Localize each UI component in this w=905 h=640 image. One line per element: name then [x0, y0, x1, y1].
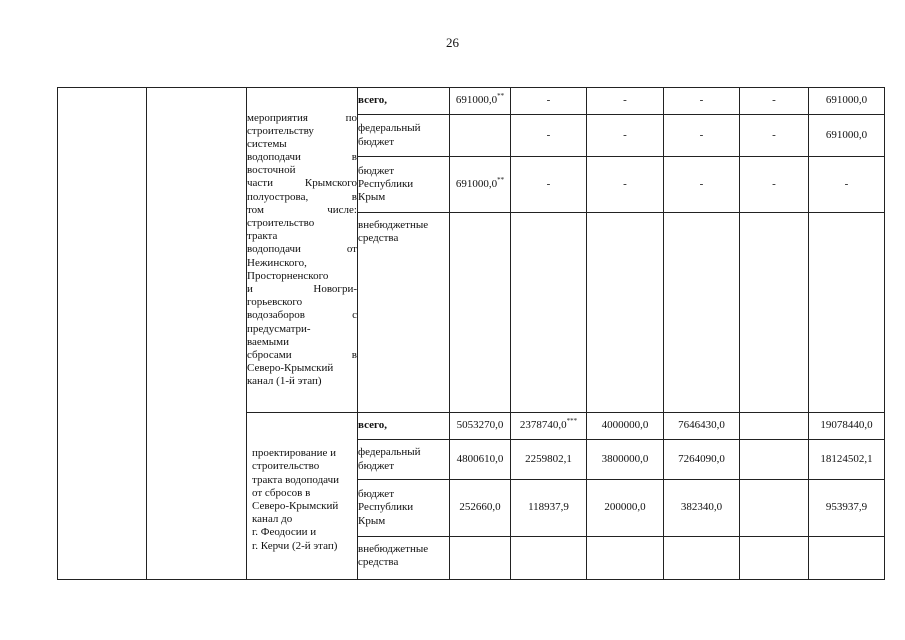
description-line: мероприятия по	[247, 111, 357, 124]
amount-value: -	[772, 177, 776, 190]
amount-cell	[664, 88, 740, 115]
amount-cell	[450, 480, 511, 537]
description-line: восточной	[247, 164, 296, 177]
amount-value: 18124502,1	[820, 452, 873, 465]
amount-cell	[587, 157, 664, 213]
funding-source-label: всего,	[358, 419, 387, 432]
funding-source	[358, 480, 450, 537]
funding-source-line: Крым	[358, 191, 386, 204]
amount-cell	[587, 213, 664, 413]
amount-cell	[740, 88, 809, 115]
amount-cell	[450, 213, 511, 413]
description-line: тракта водоподачи	[252, 473, 340, 486]
empty-cell	[147, 88, 247, 580]
amount-cell	[511, 213, 587, 413]
description-line: части Крымского	[247, 177, 357, 190]
footnote-mark: **	[497, 175, 505, 184]
amount-cell	[664, 213, 740, 413]
amount-cell	[587, 88, 664, 115]
funding-source-line: средства	[358, 556, 399, 569]
amount-cell	[664, 115, 740, 157]
amount-cell	[450, 157, 511, 213]
amount-value: 2378740,0	[519, 419, 567, 432]
description-line: полуострова, в	[247, 190, 357, 203]
amount-value: 691000,0	[825, 128, 868, 141]
amount-cell	[740, 480, 809, 537]
description-line: сбросами в	[247, 348, 357, 361]
amount-cell	[511, 115, 587, 157]
amount-cell	[740, 537, 809, 580]
amount-cell	[809, 213, 885, 413]
description-line: системы	[247, 137, 287, 150]
amount-cell	[740, 413, 809, 440]
amount-cell	[511, 537, 587, 580]
amount-value: 19078440,0	[820, 419, 873, 432]
amount-value: -	[772, 94, 776, 107]
amount-value: 953937,9	[825, 501, 868, 514]
description-line: водоподачи в	[247, 151, 357, 164]
description-line: Северо-Крымский	[247, 362, 334, 375]
amount-cell	[587, 480, 664, 537]
description-line: строительство	[252, 460, 320, 473]
funding-source-line: Крым	[358, 514, 386, 527]
amount-cell	[664, 480, 740, 537]
amount-value: 118937,9	[528, 501, 569, 514]
amount-value: 4000000,0	[601, 419, 649, 432]
funding-source-line: федеральный	[358, 122, 421, 135]
amount-cell	[664, 537, 740, 580]
funding-source-line: бюджет	[358, 135, 394, 148]
measure-description	[247, 413, 358, 580]
empty-cell	[58, 88, 147, 580]
amount-cell	[740, 213, 809, 413]
amount-cell	[450, 537, 511, 580]
amount-value: 691000,0	[825, 94, 868, 107]
amount-value: 7264090,0	[678, 452, 725, 465]
amount-cell	[587, 115, 664, 157]
description-line: водоподачи от	[247, 243, 357, 256]
amount-cell	[587, 413, 664, 440]
amount-value: -	[623, 177, 627, 190]
description-line: г. Феодосии и	[252, 526, 317, 539]
funding-source	[358, 213, 450, 413]
amount-value: -	[623, 128, 627, 141]
funding-source	[358, 537, 450, 580]
description-line: том числе:	[247, 203, 357, 216]
funding-source-label: всего,	[358, 94, 387, 107]
funding-source	[358, 157, 450, 213]
description-line: тракта	[247, 230, 278, 243]
amount-cell	[450, 115, 511, 157]
amount-cell	[450, 440, 511, 480]
funding-source-line: бюджет	[358, 164, 394, 177]
amount-cell	[511, 440, 587, 480]
description-line: Северо-Крымский	[252, 500, 339, 512]
amount-cell	[740, 115, 809, 157]
amount-value: -	[623, 94, 627, 107]
amount-cell	[664, 440, 740, 480]
amount-value: 691000,0	[455, 94, 498, 107]
description-line: и Новогри-	[247, 282, 357, 295]
funding-source	[358, 115, 450, 157]
funding-source-line: федеральный	[358, 446, 421, 459]
amount-cell	[450, 88, 511, 115]
funding-table	[57, 87, 885, 580]
description-line: канал до	[252, 513, 293, 526]
amount-value: -	[546, 177, 551, 190]
amount-value: -	[844, 177, 849, 190]
amount-value: 3800000,0	[601, 452, 649, 465]
amount-cell	[450, 413, 511, 440]
amount-cell	[809, 537, 885, 580]
amount-value: -	[546, 94, 551, 107]
amount-cell	[809, 115, 885, 157]
description-line: канал (1-й этап)	[247, 375, 322, 388]
description-line: проектирование и	[252, 447, 337, 460]
amount-value: 252660,0	[459, 501, 501, 514]
amount-value: 5053270,0	[456, 419, 504, 432]
amount-cell	[587, 440, 664, 480]
amount-cell	[664, 157, 740, 213]
amount-cell	[511, 88, 587, 115]
table-row	[58, 88, 885, 115]
description-line: предусматри-	[247, 322, 311, 335]
page-number: 26	[446, 35, 459, 50]
amount-cell	[587, 537, 664, 580]
description-line: горьевского	[247, 296, 303, 309]
funding-source-line: внебюджетные	[358, 543, 429, 555]
description-line: водозаборов с	[247, 309, 357, 322]
amount-cell	[809, 440, 885, 480]
measure-description	[247, 88, 358, 413]
funding-source-line: внебюджетные	[358, 219, 429, 231]
footnote-mark: ***	[566, 417, 578, 426]
description-line: от сбросов в	[252, 486, 311, 499]
funding-source-line: Республики	[358, 177, 414, 190]
amount-cell	[809, 157, 885, 213]
description-line: строительству	[247, 124, 314, 137]
amount-value: 382340,0	[680, 501, 723, 514]
funding-source	[358, 88, 450, 115]
amount-cell	[809, 88, 885, 115]
description-line: г. Керчи (2-й этап)	[252, 539, 338, 552]
amount-value: 691000,0	[455, 177, 498, 190]
amount-value: -	[699, 128, 704, 141]
description-line: Нежинского,	[247, 256, 307, 269]
amount-cell	[664, 413, 740, 440]
funding-source-line: бюджет	[358, 459, 394, 472]
amount-value: -	[699, 177, 704, 190]
funding-source-line: Республики	[358, 501, 414, 514]
amount-value: 7646430,0	[678, 419, 725, 432]
amount-cell	[809, 480, 885, 537]
description-line: строительство	[247, 217, 315, 230]
amount-cell	[809, 413, 885, 440]
funding-source	[358, 440, 450, 480]
amount-cell	[511, 157, 587, 213]
amount-cell	[511, 480, 587, 537]
amount-value: -	[699, 94, 704, 107]
amount-cell	[511, 413, 587, 440]
amount-cell	[740, 157, 809, 213]
amount-value: -	[546, 128, 551, 141]
amount-value: -	[772, 128, 776, 141]
amount-value: 200000,0	[604, 501, 646, 514]
amount-value: 2259802,1	[525, 452, 572, 465]
funding-source-line: бюджет	[358, 488, 394, 501]
amount-value: 4800610,0	[456, 452, 504, 465]
funding-source	[358, 413, 450, 440]
description-line: Просторненского	[247, 269, 329, 282]
amount-cell	[740, 440, 809, 480]
footnote-mark: **	[497, 92, 505, 101]
description-line: ваемыми	[247, 335, 290, 348]
funding-source-line: средства	[358, 232, 399, 245]
